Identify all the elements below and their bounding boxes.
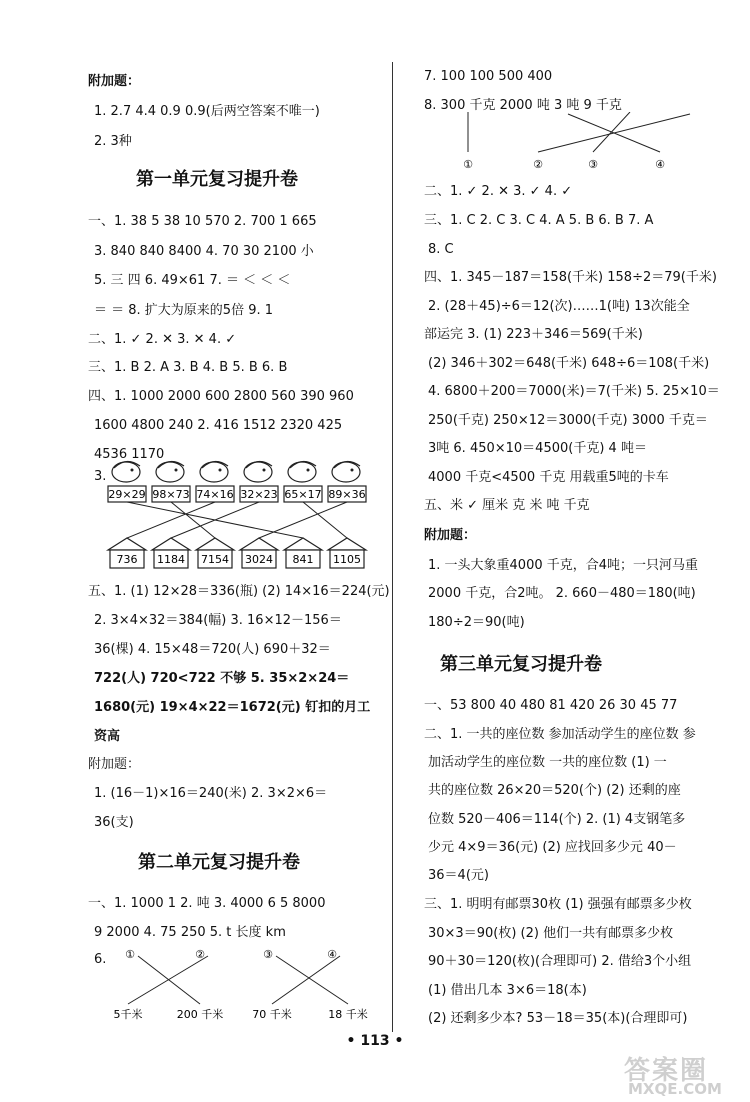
circle-number: ④ <box>655 158 665 171</box>
right-line: 附加题： <box>424 528 477 543</box>
house-label: 1105 <box>333 553 361 566</box>
right-line: 30×3＝90(枚) (2) 他们一共有邮票多少枚 <box>428 926 674 941</box>
unit1-heading: 第一单元复习提升卷 <box>136 169 298 190</box>
right-line: 1. 一头大象重4000 千克，合4吨；一只河马重 <box>428 558 699 573</box>
left-line: 3. 840 840 8400 4. 70 30 2100 小 <box>94 244 314 259</box>
bird-card <box>196 461 234 502</box>
right-line: 4. 6800＋200＝7000(米)＝7(千米) 5. 25×10＝ <box>428 384 720 399</box>
house-label: 1184 <box>157 553 185 566</box>
bird-card <box>108 461 146 502</box>
right-line: 部运完 3. (1) 223＋346＝569(千米) <box>424 327 643 342</box>
house-label: 736 <box>116 553 138 566</box>
circle-number: ② <box>195 948 205 961</box>
weight-matching-diagram <box>438 112 738 174</box>
left-line: 资高 <box>94 729 121 744</box>
bird-card <box>284 461 322 502</box>
left-line: 一、1. 1000 1 2. 吨 3. 4000 6 5 8000 <box>88 896 326 911</box>
match-line <box>138 956 200 1004</box>
match-line <box>303 502 347 538</box>
right-line: 三、1. C 2. C 3. C 4. A 5. B 6. B 7. A <box>424 213 654 228</box>
bird-card-label: 98×73 <box>152 488 190 501</box>
left-line: 36(支) <box>94 815 134 830</box>
match-line <box>593 112 630 152</box>
bird-card-label: 89×36 <box>328 488 366 501</box>
right-line: 三、1. 明明有邮票30枚 (1) 强强有邮票多少枚 <box>424 897 692 912</box>
right-line: 二、1. 一共的座位数 参加活动学生的座位数 参 <box>424 727 696 742</box>
left-line: 二、1. ✓ 2. ✕ 3. ✕ 4. ✓ <box>88 332 237 347</box>
left-line: 2. 3×4×32＝384(幅) 3. 16×12－156＝ <box>94 613 342 628</box>
distance-label: 18 千米 <box>328 1008 368 1021</box>
bird-card-label: 32×23 <box>240 488 278 501</box>
bird-card-label: 74×16 <box>196 488 234 501</box>
right-line: 180÷2＝90(吨) <box>428 615 525 630</box>
house-label: 841 <box>292 553 314 566</box>
left-line: 一、1. 38 5 38 10 570 2. 700 1 665 <box>88 214 317 229</box>
circle-number: ① <box>125 948 135 961</box>
left-line: 1. 2.7 4.4 0.9 0.9(后两空答案不唯一) <box>94 104 320 119</box>
bird-house-matching-diagram <box>100 458 380 578</box>
house <box>108 538 146 568</box>
match-line <box>276 956 348 1004</box>
circle-number: ② <box>533 158 543 171</box>
right-line: 8. C <box>428 242 454 257</box>
house-label: 3024 <box>245 553 273 566</box>
house <box>196 538 234 568</box>
right-line: 7. 100 100 500 400 <box>424 69 553 84</box>
match-line <box>127 502 215 538</box>
right-line: 二、1. ✓ 2. ✕ 3. ✓ 4. ✓ <box>424 184 573 199</box>
right-line: 250(千克) 250×12＝3000(千克) 3000 千克＝ <box>428 413 708 428</box>
circle-number: ③ <box>263 948 273 961</box>
page-number-dot-left: • <box>346 1033 361 1049</box>
page-number-value: 113 <box>360 1033 390 1049</box>
match-line <box>272 956 340 1004</box>
match-line <box>128 956 208 1004</box>
watermark-logo <box>618 1050 746 1100</box>
left-line: 1. (16－1)×16＝240(米) 2. 3×2×6＝ <box>94 786 328 801</box>
left-line: ＝ ＝ 8. 扩大为原来的5倍 9. 1 <box>94 303 274 318</box>
left-line: 附加题： <box>88 74 141 89</box>
right-line: 2000 千克，合2吨。 2. 660－480＝180(吨) <box>428 586 696 601</box>
right-line: 少元 4×9＝36(元) (2) 应找回多少元 40－ <box>428 840 677 855</box>
match-line <box>259 502 347 538</box>
unit2-heading: 第二单元复习提升卷 <box>138 852 300 873</box>
left-line: 五、1. (1) 12×28＝336(瓶) (2) 14×16＝224(元) <box>88 584 390 599</box>
house-label: 7154 <box>201 553 229 566</box>
left-line: 四、1. 1000 2000 600 2800 560 390 960 <box>88 389 354 404</box>
left-line: 附加题： <box>88 757 141 772</box>
house <box>328 538 366 568</box>
right-line: 五、米 ✓ 厘米 克 米 吨 千克 <box>424 498 590 513</box>
left-line: 36(棵) 4. 15×48＝720(人) 690＋32＝ <box>94 642 331 657</box>
right-line: 36＝4(元) <box>428 868 489 883</box>
left-line: 1600 4800 240 2. 416 1512 2320 425 <box>94 418 343 433</box>
circle-number: ① <box>463 158 473 171</box>
right-line: 3吨 6. 450×10＝4500(千克) 4 吨＝ <box>428 441 647 456</box>
bird-card <box>328 461 366 502</box>
right-line: 2. (28＋45)÷6＝12(次)……1(吨) 13次能全 <box>428 299 690 314</box>
right-line: 四、1. 345－187＝158(千米) 158÷2＝79(千米) <box>424 270 717 285</box>
right-line: (2) 还剩多少本? 53－18＝35(本)(合理即可) <box>428 1011 688 1026</box>
bird-card-label: 29×29 <box>108 488 146 501</box>
distance-label: 70 千米 <box>252 1008 292 1021</box>
right-line: 加活动学生的座位数 一共的座位数 (1) 一 <box>428 755 667 770</box>
q3-label: 3. <box>94 469 107 484</box>
match-line <box>171 502 259 538</box>
distance-label: 200 千米 <box>176 1008 224 1021</box>
house <box>284 538 322 568</box>
watermark-line1: 答案圈 <box>624 1056 709 1086</box>
left-line: 4536 1170 <box>94 447 165 462</box>
bird-card <box>240 461 278 502</box>
left-line: 三、1. B 2. A 3. B 4. B 5. B 6. B <box>88 360 288 375</box>
left-line: 2. 3种 <box>94 134 132 149</box>
right-line: 90＋30＝120(枚)(合理即可) 2. 借给3个小组 <box>428 954 692 969</box>
page-number <box>0 1033 750 1049</box>
right-line: 一、53 800 40 480 81 420 26 30 45 77 <box>424 698 678 713</box>
right-line: (2) 346＋302＝648(千米) 648÷6＝108(千米) <box>428 356 710 371</box>
left-line: 6. <box>94 952 107 967</box>
house <box>240 538 278 568</box>
left-line: 722(人) 720<722 不够 5. 35×2×24＝ <box>94 671 350 686</box>
left-line: 9 2000 4. 75 250 5. t 长度 km <box>94 925 286 940</box>
right-line: 8. 300 千克 2000 吨 3 吨 9 千克 <box>424 98 622 113</box>
distance-label: 5千米 <box>113 1008 143 1021</box>
match-line <box>171 502 215 538</box>
house <box>152 538 190 568</box>
bird-card <box>152 461 190 502</box>
left-line: 1680(元) 19×4×22＝1672(元) 钉扣的月工 <box>94 700 371 715</box>
bird-card-label: 65×17 <box>284 488 322 501</box>
right-line: (1) 借出几本 3×6＝18(本) <box>428 983 587 998</box>
right-line: 共的座位数 26×20＝520(个) (2) 还剩的座 <box>428 783 681 798</box>
unit3-heading: 第三单元复习提升卷 <box>440 654 602 675</box>
column-divider <box>392 62 393 1032</box>
right-line: 位数 520－406＝114(个) 2. (1) 4支钢笔多 <box>428 812 686 827</box>
match-line <box>538 114 690 152</box>
watermark-line2: MXQE.COM <box>628 1080 722 1098</box>
left-line: 5. 三 四 6. 49×61 7. ＝ ＜ ＜ ＜ <box>94 273 291 288</box>
right-line: 4000 千克<4500 千克 用载重5吨的卡车 <box>428 470 669 485</box>
distance-matching-diagram <box>100 940 385 1025</box>
circle-number: ④ <box>327 948 337 961</box>
circle-number: ③ <box>588 158 598 171</box>
page-number-dot-right: • <box>389 1033 404 1049</box>
